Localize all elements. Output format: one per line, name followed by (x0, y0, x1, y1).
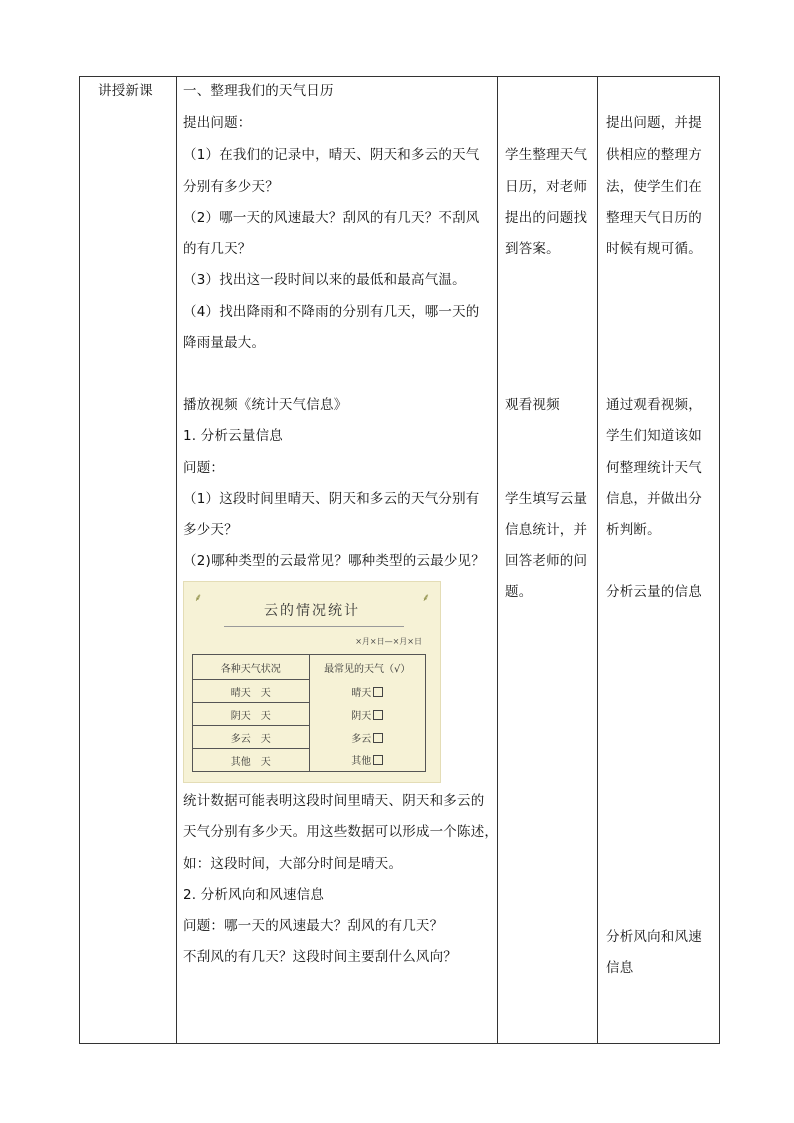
text-line: （1）在我们的记录中，晴天、阴天和多云的天气 (183, 147, 480, 163)
text-line: 天气分别有多少天。用这些数据可以形成一个陈述， (183, 824, 499, 840)
figure-header: 各种天气状况 (193, 655, 310, 680)
text-line: 析判断。 (606, 522, 661, 538)
figure-rule (224, 626, 404, 627)
text-line: 1. 分析云量信息 (183, 428, 283, 444)
section-label: 讲授新课 (98, 83, 153, 99)
figure-header: 最常见的天气（√） (309, 655, 426, 680)
check-label: 阴天 (351, 710, 372, 722)
figure-check-item (309, 749, 426, 772)
check-label: 多云 (351, 733, 372, 745)
text-line: 如：这段时间，大部分时间是晴天。 (183, 856, 403, 872)
text-line: 通过观看视频， (606, 397, 702, 413)
checkbox-icon (373, 687, 383, 697)
text-line: 法，使学生们在 (606, 179, 702, 195)
text-line: （2）哪一天的风速最大？刮风的有几天？不刮风 (183, 210, 480, 226)
figure-row-label: 阴天 天 (193, 703, 310, 726)
figure-row-label: 多云 天 (193, 726, 310, 749)
text-line: 日历，对老师 (505, 179, 588, 195)
text-line: 题。 (505, 584, 533, 600)
checkbox-icon (373, 710, 383, 720)
text-line: 回答老师的问 (505, 553, 588, 569)
text-line: 问题： (183, 460, 225, 476)
check-label: 其他 (351, 756, 372, 768)
text-line: 信息统计，并 (505, 522, 588, 538)
text-line: 供相应的整理方 (606, 147, 702, 163)
text-line: 到答案。 (505, 241, 560, 257)
design-intent-column (598, 77, 720, 1044)
text-line: 学生整理天气 (505, 147, 588, 163)
checkbox-icon (373, 755, 383, 765)
leaf-icon: ⸙ (194, 591, 203, 604)
text-line: 学生们知道该如 (606, 428, 702, 444)
text-line: 不刮风的有几天？这段时间主要刮什么风向？ (183, 949, 457, 965)
text-line: 的有几天？ (183, 241, 252, 257)
text-line: 分析云量的信息 (606, 584, 702, 600)
text-line: 统计数据可能表明这段时间里晴天、阴天和多云的 (183, 793, 485, 809)
text-line: 何整理统计天气 (606, 460, 702, 476)
lesson-heading: 一、整理我们的天气日历 (183, 83, 334, 99)
text-line: 问题：哪一天的风速最大？刮风的有几天？ (183, 918, 444, 934)
figure-grid (192, 654, 426, 772)
text-line: 多少天？ (183, 522, 238, 538)
text-line: 提出问题，并提 (606, 115, 702, 131)
text-line: （4）找出降雨和不降雨的分别有几天，哪一天的 (183, 304, 480, 320)
text-line: 信息，并做出分 (606, 491, 702, 507)
text-line: 学生填写云量 (505, 491, 588, 507)
text-line: 播放视频《统计天气信息》 (183, 397, 348, 413)
text-line: 提出的问题找 (505, 210, 588, 226)
teacher-activity-column (177, 77, 498, 1044)
figure-date-range: ×月×日—×月×日 (355, 637, 422, 646)
figure-check-item (309, 703, 426, 726)
text-line: 时候有规可循。 (606, 241, 702, 257)
text-line: 提出问题： (183, 115, 252, 131)
figure-row-label: 其他 天 (193, 749, 310, 772)
text-line: 观看视频 (505, 397, 560, 413)
text-line: 降雨量最大。 (183, 335, 266, 351)
text-line: 信息 (606, 960, 634, 976)
text-line: 2. 分析风向和风速信息 (183, 887, 325, 903)
cloud-statistics-figure (183, 581, 441, 783)
text-line: 分析风向和风速 (606, 929, 702, 945)
lesson-plan-table (79, 76, 720, 1044)
figure-title: 云的情况统计 (264, 603, 360, 619)
leaf-icon: ⸙ (421, 591, 430, 604)
text-line: 分别有多少天？ (183, 179, 279, 195)
student-activity-column (498, 77, 598, 1044)
text-line: （1）这段时间里晴天、阴天和多云的天气分别有 (183, 491, 480, 507)
section-column (80, 77, 177, 1044)
text-line: 整理天气日历的 (606, 210, 702, 226)
figure-row-label: 晴天 天 (193, 680, 310, 703)
check-label: 晴天 (351, 687, 372, 699)
figure-check-item (309, 680, 426, 703)
text-line: （2)哪种类型的云最常见？哪种类型的云最少见？ (183, 553, 485, 569)
checkbox-icon (373, 733, 383, 743)
figure-check-item (309, 726, 426, 749)
text-line: （3）找出这一段时间以来的最低和最高气温。 (183, 272, 466, 288)
